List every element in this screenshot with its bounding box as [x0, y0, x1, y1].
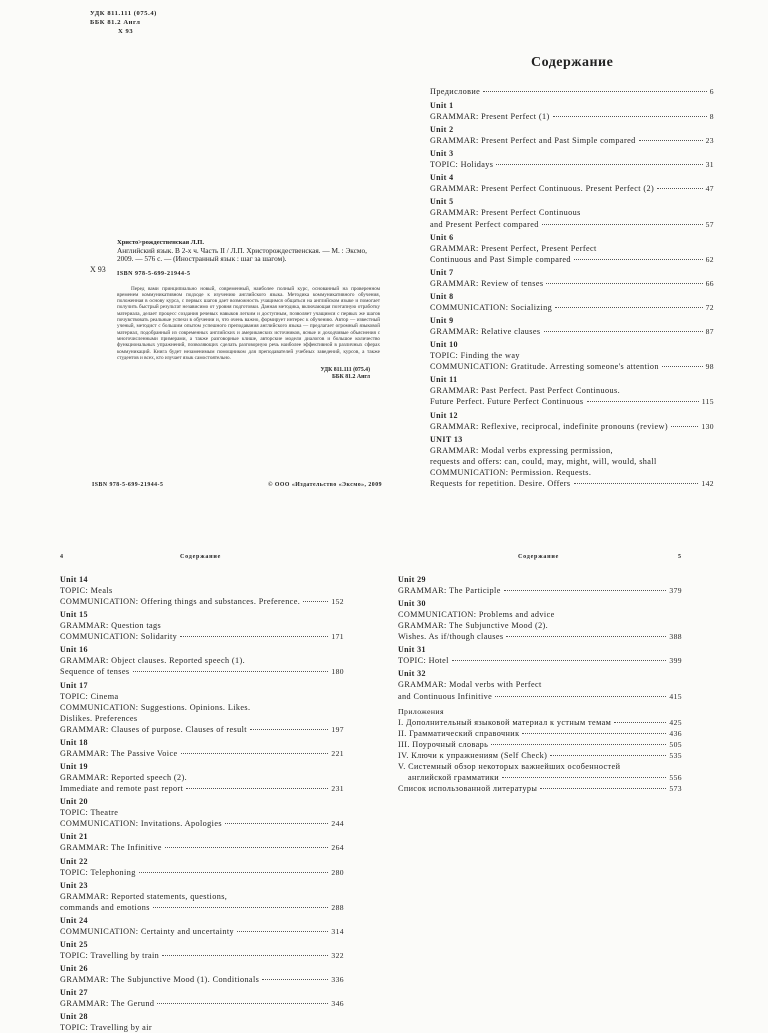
page-title: Содержание	[531, 55, 614, 70]
unit-heading: Unit 10	[430, 340, 458, 350]
toc-page-number: 221	[331, 748, 344, 758]
page-number: 4	[60, 554, 64, 560]
toc-entry[interactable]	[430, 254, 714, 265]
toc-line-text: GRAMMAR: The Passive Voice	[60, 748, 178, 758]
toc-page-number: 62	[705, 254, 714, 264]
toc-line-text: Immediate and remote past report	[60, 784, 184, 794]
dot-leader	[506, 636, 666, 637]
dot-leader	[186, 788, 328, 789]
unit-heading: Unit 27	[60, 988, 88, 998]
unit-heading: Unit 12	[430, 410, 458, 420]
toc-entry[interactable]	[60, 926, 344, 937]
dot-leader	[662, 366, 703, 367]
udk-code-2: УДК 811.111 (075.4)	[320, 367, 370, 374]
toc-line-text: COMMUNICATION: Problems and advice	[398, 610, 555, 620]
toc-page-number: 264	[331, 843, 344, 853]
unit-heading: Unit 21	[60, 832, 88, 842]
dot-leader	[483, 91, 707, 92]
toc-page-number: 142	[701, 478, 714, 488]
toc-line-text: GRAMMAR: The Participle	[398, 586, 501, 595]
toc-entry[interactable]	[430, 326, 714, 337]
unit-heading: Unit 6	[430, 232, 454, 242]
toc-line-text: GRAMMAR: Reported speech (2).	[60, 773, 188, 783]
dot-leader	[225, 823, 328, 824]
unit-heading: Unit 4	[430, 173, 454, 183]
toc-line-text: TOPIC: Cinema	[60, 691, 119, 701]
toc-line-text: GRAMMAR: Review of tenses	[430, 278, 544, 288]
dot-leader	[504, 590, 667, 591]
toc-page-number: 6	[709, 87, 714, 96]
toc-entry[interactable]	[398, 585, 682, 596]
author-name: Христо>рождественская Л.П.	[117, 239, 204, 246]
toc-line-text: TOPIC: Meals	[60, 586, 113, 595]
dot-leader	[165, 847, 329, 848]
unit-heading: Unit 18	[60, 737, 88, 747]
toc-line-text: COMMUNICATION: Offering things and substances. Preference.	[60, 597, 301, 607]
dot-leader	[237, 931, 328, 932]
toc-line-text: GRAMMAR: The Subjunctive Mood (2).	[398, 621, 549, 631]
unit-heading: Unit 15	[60, 610, 88, 620]
toc-entry[interactable]	[398, 717, 682, 728]
toc-page-number: 87	[705, 327, 714, 337]
toc-line-text: GRAMMAR: The Gerund	[60, 999, 155, 1009]
toc-page-number: 280	[331, 867, 344, 877]
toc-page-number: 171	[331, 632, 344, 642]
toc-line-text: TOPIC: Hotel	[398, 656, 449, 666]
running-head: Содержание	[180, 554, 222, 560]
toc-page-number: 314	[331, 926, 344, 936]
dot-leader	[153, 907, 329, 908]
appendix-title: Приложения	[398, 706, 444, 716]
unit-heading: Unit 29	[398, 575, 426, 584]
dot-leader	[657, 188, 702, 189]
toc-page-number: 399	[669, 656, 682, 666]
toc-entry[interactable]	[430, 478, 714, 489]
dot-leader	[540, 788, 666, 789]
toc-entry[interactable]	[398, 750, 682, 761]
unit-heading: Unit 8	[430, 291, 454, 301]
unit-heading: Unit 32	[398, 669, 426, 679]
dot-leader	[303, 601, 328, 602]
toc-line-text: requests and offers: can, could, may, might, will, would, shall	[430, 456, 657, 466]
toc-entry[interactable]	[430, 361, 714, 372]
toc-entry[interactable]	[398, 631, 682, 642]
udk-block	[90, 9, 157, 36]
unit-heading: Unit 3	[430, 149, 454, 159]
toc-page-number: 379	[669, 586, 682, 595]
toc-entry[interactable]	[398, 739, 682, 750]
toc-line-text: TOPIC: Travelling by train	[60, 950, 160, 960]
dot-leader	[162, 955, 328, 956]
toc-line-text: COMMUNICATION: Gratitude. Arresting someone's attention	[430, 362, 659, 372]
toc-line-text: GRAMMAR: Reflexive, reciprocal, indefinite pronouns (review)	[430, 421, 668, 431]
page-number: 5	[678, 554, 682, 560]
imprint-block	[90, 239, 380, 381]
toc-line-text: GRAMMAR: Object clauses. Reported speech (1).	[60, 656, 246, 666]
toc-page-number: 436	[669, 728, 682, 738]
toc-line-text: Sequence of tenses	[60, 667, 130, 677]
dot-leader	[496, 164, 702, 165]
toc-line-text: Список использованной литературы	[398, 784, 538, 794]
toc-entry[interactable]	[398, 772, 682, 783]
imprint-footer	[92, 482, 382, 488]
toc-line-text: IV. Ключи к упражнениям (Self Check)	[398, 751, 548, 761]
toc-line-text: Wishes. As if/though clauses	[398, 632, 504, 642]
toc-entry[interactable]	[60, 666, 344, 677]
toc-line-text: английской грамматики	[408, 773, 500, 783]
dot-leader	[181, 753, 329, 754]
toc-line-text: GRAMMAR: Present Perfect Continuous	[430, 208, 581, 218]
toc-page-4	[60, 575, 344, 1033]
dot-leader	[574, 259, 703, 260]
toc-line-text: II. Грамматический справочник	[398, 728, 520, 738]
toc-entry[interactable]	[430, 135, 714, 146]
toc-entry[interactable]	[398, 655, 682, 666]
toc-line-text: COMMUNICATION: Permission. Requests.	[430, 467, 592, 477]
toc-entry[interactable]	[60, 631, 344, 642]
dot-leader	[262, 979, 328, 980]
toc-page-number: 425	[669, 717, 682, 727]
udk-block-2	[90, 367, 380, 381]
dot-leader	[546, 283, 702, 284]
toc-entry[interactable]	[430, 219, 714, 230]
toc-page-number: 336	[331, 974, 344, 984]
toc-line-text: GRAMMAR: Modal verbs expressing permission,	[430, 445, 613, 455]
toc-line-text: TOPIC: Travelling by air	[60, 1023, 153, 1033]
dot-leader	[587, 401, 699, 402]
unit-heading: UNIT 13	[430, 434, 463, 444]
toc-entry[interactable]	[430, 421, 714, 432]
toc-line-text: TOPIC: Holidays	[430, 160, 494, 170]
toc-entry[interactable]	[60, 748, 344, 759]
unit-heading: Unit 31	[398, 645, 426, 655]
toc-line-text: GRAMMAR: Reported statements, questions,	[60, 891, 228, 901]
toc-entry[interactable]	[60, 596, 344, 607]
unit-heading: Unit 20	[60, 797, 88, 807]
toc-page-number: 346	[331, 999, 344, 1009]
toc-entry[interactable]	[60, 842, 344, 853]
unit-heading: Unit 9	[430, 316, 454, 326]
toc-entry[interactable]	[398, 728, 682, 739]
toc-page-number: 388	[669, 632, 682, 642]
unit-heading: Unit 5	[430, 197, 454, 207]
toc-line-text: TOPIC: Telephoning	[60, 867, 136, 877]
toc-line-text: TOPIC: Theatre	[60, 808, 119, 818]
toc-page-number: 72	[705, 302, 714, 312]
unit-heading: Unit 14	[60, 575, 88, 584]
bbk-code: ББК 81.2 Англ	[90, 19, 141, 26]
toc-page-3	[430, 86, 714, 489]
toc-page-number: 415	[669, 691, 682, 701]
dot-leader	[250, 729, 328, 730]
toc-page-number: 47	[705, 184, 714, 194]
toc-line-text: COMMUNICATION: Certainty and uncertainty	[60, 926, 235, 936]
running-head: Содержание	[518, 554, 560, 560]
toc-line-text: GRAMMAR: Present Perfect and Past Simple compared	[430, 136, 636, 146]
unit-heading: Unit 1	[430, 101, 454, 111]
unit-heading: Unit 2	[430, 125, 454, 135]
dot-leader	[555, 307, 703, 308]
toc-entry[interactable]	[60, 724, 344, 735]
copyright: © ООО «Издательство «Эксмо», 2009	[268, 482, 382, 488]
dot-leader	[495, 696, 666, 697]
unit-heading: Unit 19	[60, 762, 88, 772]
toc-line-text: Requests for repetition. Desire. Offers	[430, 478, 571, 488]
dot-leader	[139, 872, 329, 873]
dot-leader	[614, 722, 666, 723]
unit-heading: Unit 28	[60, 1012, 88, 1022]
dot-leader	[157, 1003, 328, 1004]
toc-line-text: COMMUNICATION: Suggestions. Opinions. Likes.	[60, 702, 251, 712]
toc-entry[interactable]	[398, 691, 682, 702]
toc-line-text: GRAMMAR: Present Perfect, Present Perfect	[430, 243, 597, 253]
toc-line-text: III. Поурочный словарь	[398, 739, 489, 749]
toc-page-number: 66	[705, 278, 714, 288]
toc-page-number: 197	[331, 724, 344, 734]
toc-line-text: Dislikes. Preferences	[60, 713, 138, 723]
toc-line-text: COMMUNICATION: Socializing	[430, 302, 553, 312]
toc-entry[interactable]	[60, 783, 344, 794]
author-mark: Х 93	[118, 28, 134, 35]
toc-entry[interactable]	[60, 950, 344, 961]
dot-leader	[542, 224, 703, 225]
toc-line-text: GRAMMAR: Clauses of purpose. Clauses of result	[60, 724, 247, 734]
toc-entry[interactable]	[60, 902, 344, 913]
dot-leader	[502, 777, 666, 778]
toc-line-text: Continuous and Past Simple compared	[430, 254, 571, 264]
dot-leader	[522, 733, 666, 734]
toc-entry[interactable]	[430, 111, 714, 122]
toc-page-number: 535	[669, 751, 682, 761]
toc-entry[interactable]	[430, 278, 714, 289]
toc-line-text: and Continuous Infinitive	[398, 691, 493, 701]
dot-leader	[574, 483, 699, 484]
dot-leader	[452, 660, 667, 661]
toc-line-text: GRAMMAR: Relative clauses	[430, 327, 541, 337]
toc-page-number: 57	[705, 219, 714, 229]
unit-heading: Unit 25	[60, 939, 88, 949]
toc-entry[interactable]	[60, 867, 344, 878]
toc-entry[interactable]	[60, 818, 344, 829]
toc-page-number: 556	[669, 773, 682, 783]
dot-leader	[671, 426, 698, 427]
bbk-code-2: ББК 81.2 Англ	[331, 374, 370, 381]
unit-heading: Unit 16	[60, 645, 88, 655]
toc-line-text: GRAMMAR: Present Perfect Continuous. Present Perfect (2)	[430, 184, 655, 194]
toc-entry[interactable]	[430, 302, 714, 313]
toc-line-text: GRAMMAR: The Subjunctive Mood (1). Conditionals	[60, 974, 260, 984]
toc-page-5	[398, 575, 682, 794]
toc-line-text: COMMUNICATION: Solidarity	[60, 632, 178, 642]
dot-leader	[553, 116, 707, 117]
dot-leader	[544, 331, 703, 332]
toc-line-text: commands and emotions	[60, 902, 150, 912]
toc-line-text: GRAMMAR: Question tags	[60, 621, 162, 631]
unit-heading: Unit 11	[430, 375, 458, 385]
toc-page-number: 152	[331, 597, 344, 607]
toc-line-text: GRAMMAR: Modal verbs with Perfect	[398, 680, 542, 690]
toc-page-number: 115	[701, 397, 714, 407]
toc-page-number: 180	[331, 667, 344, 677]
toc-line-text: GRAMMAR: Present Perfect (1)	[430, 112, 550, 122]
dot-leader	[133, 671, 329, 672]
toc-entry[interactable]	[430, 396, 714, 407]
toc-page-number: 322	[331, 950, 344, 960]
toc-line-text: GRAMMAR: Past Perfect. Past Perfect Continuous.	[430, 386, 621, 396]
isbn: ISBN 978-5-699-21944-5	[117, 270, 191, 277]
unit-heading: Unit 17	[60, 680, 88, 690]
toc-preface[interactable]	[430, 86, 714, 97]
toc-line-text: V. Системный обзор некоторых важнейших особенностей	[398, 762, 621, 772]
toc-entry[interactable]	[60, 998, 344, 1009]
toc-page-number: 244	[331, 819, 344, 829]
udk-code: УДК 811.111 (075.4)	[90, 10, 157, 17]
dot-leader	[639, 140, 703, 141]
unit-heading: Unit 22	[60, 856, 88, 866]
toc-line-text: and Present Perfect compared	[430, 219, 539, 229]
toc-entry[interactable]	[398, 783, 682, 794]
unit-heading: Unit 7	[430, 267, 454, 277]
unit-heading: Unit 23	[60, 880, 88, 890]
annotation-text: Перед вами принципиально новый, современный, наиболее полный курс, основанный на проверенном временем коммуникативном подходе к изучению английского языка. Методика коммуникативного обучения, положенная в основу курса, с первых шагов дает возможность учащимся общаться на английском языке и помогает получить быстрый результат независимо от уровня подготовки. Данная методика, включающая поэтапную отработку материала, делает процесс создания речевых навыков легким и доступным, позволяет учащимся с первых же шагов почувствовать реальные успехи в обучении и, что очень важно, формирует интерес к обучению. Автор — известный ученый, методист с большим опытом успешного преподавания английского языка — предлагает огромный языковой материал, подобранный из современных английских и американских источников, ясные и доходчивые объяснения с многочисленными примерами, а также разговорные клише, авторские модели диалогов и большое количество функциональных упражнений, позволяющих сделать разговорную речь наиболее эффективной в различных сферах коммуникаций. Книга будет незаменимым помощником для преподавателей учебных заведений, курсов, а также студентов и всех, кто изучает язык самостоятельно.	[117, 285, 380, 361]
toc-line-text: Предисловие	[430, 87, 481, 96]
toc-entry[interactable]	[430, 159, 714, 170]
isbn-bottom: ISBN 978-5-699-21944-5	[92, 482, 164, 488]
toc-page-number: 31	[705, 160, 714, 170]
dot-leader	[180, 636, 328, 637]
toc-line-text: COMMUNICATION: Invitations. Apologies	[60, 819, 222, 829]
toc-page-number: 231	[331, 784, 344, 794]
toc-page-number: 98	[705, 362, 714, 372]
toc-line-text: GRAMMAR: The Infinitive	[60, 843, 162, 853]
toc-page-number: 505	[669, 739, 682, 749]
toc-page-number: 8	[709, 112, 714, 122]
toc-page-number: 573	[669, 784, 682, 794]
toc-line-text: Future Perfect. Future Perfect Continuous	[430, 397, 584, 407]
unit-heading: Unit 30	[398, 599, 426, 609]
reference-code: Х 93	[90, 265, 106, 274]
toc-page-number: 288	[331, 902, 344, 912]
toc-page-number: 23	[705, 136, 714, 146]
toc-line-text: I. Дополнительный языковой материал к устным темам	[398, 717, 612, 727]
dot-leader	[550, 755, 666, 756]
toc-line-text: TOPIC: Finding the way	[430, 351, 520, 361]
dot-leader	[491, 744, 666, 745]
toc-page-number: 130	[701, 421, 714, 431]
toc-entry[interactable]	[430, 183, 714, 194]
toc-entry[interactable]	[60, 974, 344, 985]
unit-heading: Unit 24	[60, 915, 88, 925]
unit-heading: Unit 26	[60, 963, 88, 973]
reference-text: Английский язык. В 2-х ч. Часть II / Л.П. Христорождественская. — М. : Эксмо, 2009. — 576 с. — (Иностранный язык : шаг за шагом).	[117, 246, 367, 264]
